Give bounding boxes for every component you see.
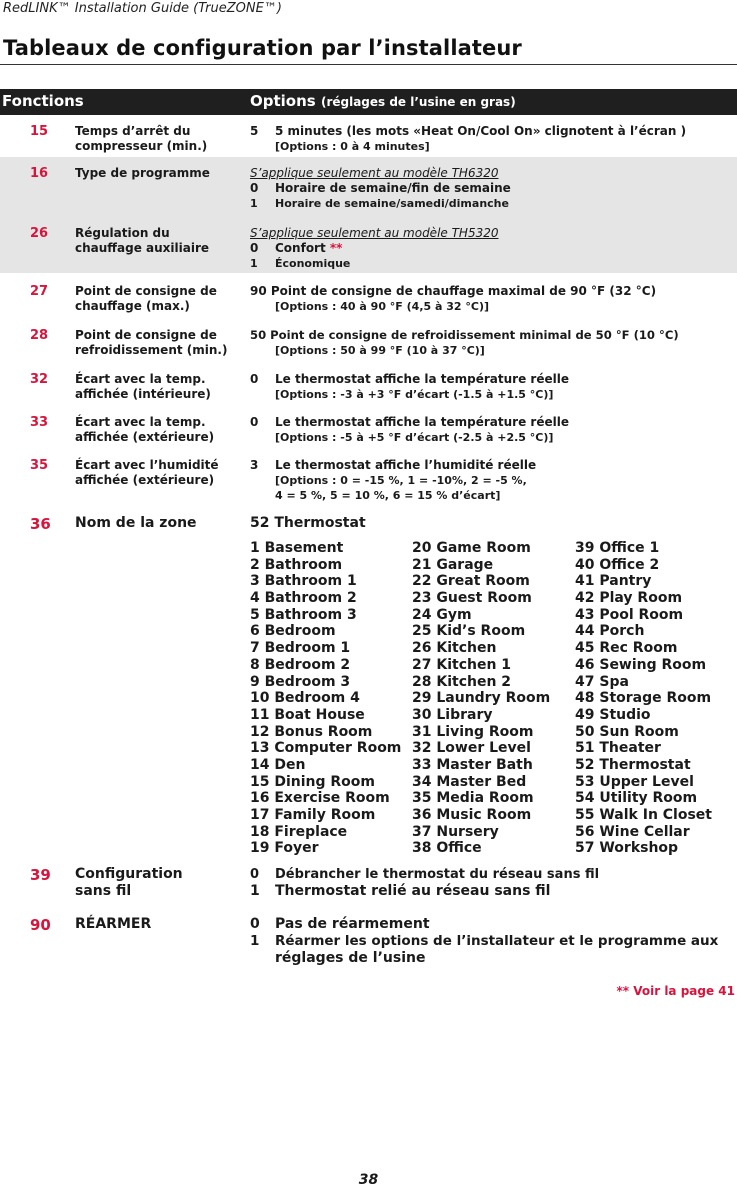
zone-name-item: 37 Nursery <box>412 823 499 840</box>
page-title: Tableaux de configuration par l’installateur <box>3 36 522 60</box>
zone-name-item: 53 Upper Level <box>575 773 694 790</box>
zone-name-item: 1 Basement <box>250 540 344 556</box>
options-heading: Options (réglages de l’usine en gras) <box>250 92 516 110</box>
zone-name-item: 2 Bathroom <box>250 556 343 573</box>
zone-name-item: 27 Kitchen 1 <box>412 656 512 673</box>
zone-name-item: 55 Walk In Closet <box>575 807 712 823</box>
zone-name-item: 5 Bathroom 3 <box>250 606 357 623</box>
zone-name-item: 3 Bathroom 1 <box>250 573 357 590</box>
page-number: 38 <box>358 1172 379 1188</box>
zone-name-item: 40 Office 2 <box>575 556 660 573</box>
footnote: ** Voir la page 41 <box>616 984 735 998</box>
option-block: S’applique seulement au modèle TH6320 0 Horaire de semaine/fin de semaine 1 Horaire de semaine/samedi/dimanche <box>250 166 737 211</box>
zone-name-item: 16 Exercise Room <box>250 790 390 807</box>
zone-list-column-2 <box>412 540 550 857</box>
option-default: 50 Point de consigne de refroidissement minimal de 50 °F (10 °C) <box>250 328 679 342</box>
option-0: Débrancher le thermostat du réseau sans fil <box>275 867 600 882</box>
function-name: Type de programme <box>75 166 210 180</box>
zone-name-item: 7 Bedroom 1 <box>250 640 351 657</box>
zone-name-item: 31 Living Room <box>412 723 534 740</box>
option-0: Horaire de semaine/fin de semaine <box>275 181 511 195</box>
options-note: (réglages de l’usine en gras) <box>320 95 516 109</box>
table-header <box>0 89 737 115</box>
option-range: [Options : 50 à 99 °F (10 à 37 °C)] <box>275 344 485 357</box>
zone-list-column-1 <box>250 540 401 857</box>
zone-name-item: 47 Spa <box>575 673 629 690</box>
function-name: Écart avec la temp. affichée (extérieure) <box>75 415 215 444</box>
function-name: RÉARMER <box>75 916 152 932</box>
function-number: 90 <box>30 916 51 934</box>
zone-name-item: 28 Kitchen 2 <box>412 673 512 690</box>
zone-name-item: 9 Bedroom 3 <box>250 673 351 690</box>
option-0: Confort <box>275 241 326 255</box>
option-1: Économique <box>275 257 351 270</box>
option-block: 3 Le thermostat affiche l’humidité réelle [Options : 0 = -15 %, 1 = -10%, 2 = -5 %, 4 = 5 %, 5 = 10 %, 6 = 15 % d’écart] <box>250 458 737 503</box>
zone-name-item: 44 Porch <box>575 623 645 640</box>
function-name: Temps d’arrêt du compresseur (min.) <box>75 124 208 153</box>
zone-name-item: 36 Music Room <box>412 807 532 823</box>
option-1: Horaire de semaine/samedi/dimanche <box>275 197 509 210</box>
option-default: Le thermostat affiche l’humidité réelle <box>275 458 537 472</box>
zone-name-item: 33 Master Bath <box>412 756 533 773</box>
function-number: 32 <box>30 372 49 387</box>
zone-name-item: 14 Den <box>250 756 306 773</box>
zone-name-item: 48 Storage Room <box>575 690 712 707</box>
title-rule <box>0 64 737 65</box>
option-block <box>250 328 737 358</box>
option-range: [Options : -5 à +5 °F d’écart (-2.5 à +2.5 °C)] <box>275 431 554 444</box>
zone-name-item: 39 Office 1 <box>575 540 660 556</box>
zone-name-item: 13 Computer Room <box>250 740 402 757</box>
zone-name-item: 12 Bonus Room <box>250 723 373 740</box>
zone-name-item: 34 Master Bed <box>412 773 527 790</box>
option-1: Réarmer les options de l’installateur et le programme aux <box>275 933 719 949</box>
option-block: 0 Le thermostat affiche la température réelle [Options : -3 à +3 °F d’écart (-1.5 à +1.5 °C)] <box>250 372 737 402</box>
function-number: 28 <box>30 328 49 343</box>
function-number: 15 <box>30 124 49 139</box>
function-name: Configuration sans fil <box>75 866 183 899</box>
function-name: Écart avec la temp. affichée (intérieure) <box>75 372 211 401</box>
zone-name-item: 15 Dining Room <box>250 773 376 790</box>
zone-name-item: 20 Game Room <box>412 540 531 556</box>
zone-name-item: 21 Garage <box>412 556 494 573</box>
option-range: [Options : 40 à 90 °F (4,5 à 32 °C)] <box>275 300 490 313</box>
option-default: Le thermostat affiche la température réelle <box>275 372 569 386</box>
function-name: Écart avec l’humidité affichée (extérieure) <box>75 458 219 487</box>
zone-name-item: 54 Utility Room <box>575 790 698 807</box>
option-range: [Options : 0 = -15 %, 1 = -10%, 2 = -5 %, <box>275 474 527 487</box>
zone-name-item: 32 Lower Level <box>412 740 531 757</box>
zone-name-item: 43 Pool Room <box>575 606 684 623</box>
zone-name-item: 6 Bedroom <box>250 623 336 640</box>
function-number: 36 <box>30 515 51 533</box>
option-block: 0 Le thermostat affiche la température réelle [Options : -5 à +5 °F d’écart (-2.5 à +2.5 °C)] <box>250 415 737 445</box>
zone-name-item: 46 Sewing Room <box>575 656 707 673</box>
model-note: S’applique seulement au modèle TH6320 <box>250 166 499 180</box>
option-1-cont: réglages de l’usine <box>275 950 426 966</box>
zone-name-item: 26 Kitchen <box>412 640 497 657</box>
zone-name-item: 45 Rec Room <box>575 640 678 657</box>
option-range-cont: 4 = 5 %, 5 = 10 %, 6 = 15 % d’écart] <box>275 489 501 502</box>
option-default: Le thermostat affiche la température réelle <box>275 415 569 429</box>
running-header: RedLINK™ Installation Guide (TrueZONE™) <box>3 1 282 16</box>
option-block <box>250 284 737 314</box>
zone-name-item: 4 Bathroom 2 <box>250 590 357 607</box>
zone-name-item: 35 Media Room <box>412 790 534 807</box>
zone-name-item: 8 Bedroom 2 <box>250 656 351 673</box>
zone-name-item: 50 Sun Room <box>575 723 679 740</box>
zone-name-item: 41 Pantry <box>575 573 652 590</box>
function-name: Régulation du chauffage auxiliaire <box>75 226 210 255</box>
zone-name-item: 29 Laundry Room <box>412 690 551 707</box>
option-range: [Options : -3 à +3 °F d’écart (-1.5 à +1.5 °C)] <box>275 388 554 401</box>
function-name: Point de consigne de chauffage (max.) <box>75 284 217 313</box>
option-block: 0 Pas de réarmement 1 Réarmer les options de l’installateur et le programme aux réglages de l’usine <box>250 916 737 967</box>
zone-name-item: 18 Fireplace <box>250 823 348 840</box>
option-block <box>250 515 737 532</box>
footnote-marker: ** <box>329 241 343 255</box>
option-1: Thermostat relié au réseau sans fil <box>275 883 551 899</box>
zone-name-item: 38 Office <box>412 840 482 857</box>
zone-name-item: 25 Kid’s Room <box>412 623 526 640</box>
option-range: [Options : 0 à 4 minutes] <box>275 140 430 153</box>
option-default: 90 Point de consigne de chauffage maximal de 90 °F (32 °C) <box>250 284 657 298</box>
option-default: 5 minutes (les mots «Heat On/Cool On» clignotent à l’écran ) <box>275 124 687 138</box>
zone-name-item: 56 Wine Cellar <box>575 823 690 840</box>
zone-name-item: 23 Guest Room <box>412 590 532 607</box>
function-number: 26 <box>30 226 49 241</box>
zone-name-item: 30 Library <box>412 706 493 723</box>
function-number: 39 <box>30 866 51 884</box>
zone-name-item: 49 Studio <box>575 706 651 723</box>
zone-name-item: 42 Play Room <box>575 590 683 607</box>
table-row <box>0 515 737 860</box>
zone-list-column-3 <box>575 540 712 857</box>
option-block: 5 5 minutes (les mots «Heat On/Cool On» clignotent à l’écran ) [Options : 0 à 4 minutes] <box>250 124 737 154</box>
zone-name-item: 57 Workshop <box>575 840 679 857</box>
zone-name-item: 22 Great Room <box>412 573 530 590</box>
option-default: 52 Thermostat <box>250 515 366 531</box>
option-block: 0 Débrancher le thermostat du réseau sans fil 1 Thermostat relié au réseau sans fil <box>250 867 600 899</box>
function-name: Point de consigne de refroidissement (min.) <box>75 328 228 357</box>
function-number: 16 <box>30 166 49 181</box>
zone-name-item: 19 Foyer <box>250 840 319 857</box>
function-number: 35 <box>30 458 49 473</box>
zone-name-item: 10 Bedroom 4 <box>250 690 360 707</box>
function-name: Nom de la zone <box>75 515 197 531</box>
option-0: Pas de réarmement <box>275 916 430 932</box>
function-number: 27 <box>30 284 49 299</box>
zone-name-item: 51 Theater <box>575 740 661 757</box>
function-number: 33 <box>30 415 49 430</box>
model-note: S’applique seulement au modèle TH5320 <box>250 226 499 240</box>
zone-name-item: 17 Family Room <box>250 807 376 823</box>
option-block: S’applique seulement au modèle TH5320 0 Confort ** 1 Économique <box>250 226 737 271</box>
zone-name-item: 52 Thermostat <box>575 756 691 773</box>
zone-name-item: 11 Boat House <box>250 706 365 723</box>
functions-heading: Fonctions <box>2 92 84 110</box>
zone-name-item: 24 Gym <box>412 606 472 623</box>
